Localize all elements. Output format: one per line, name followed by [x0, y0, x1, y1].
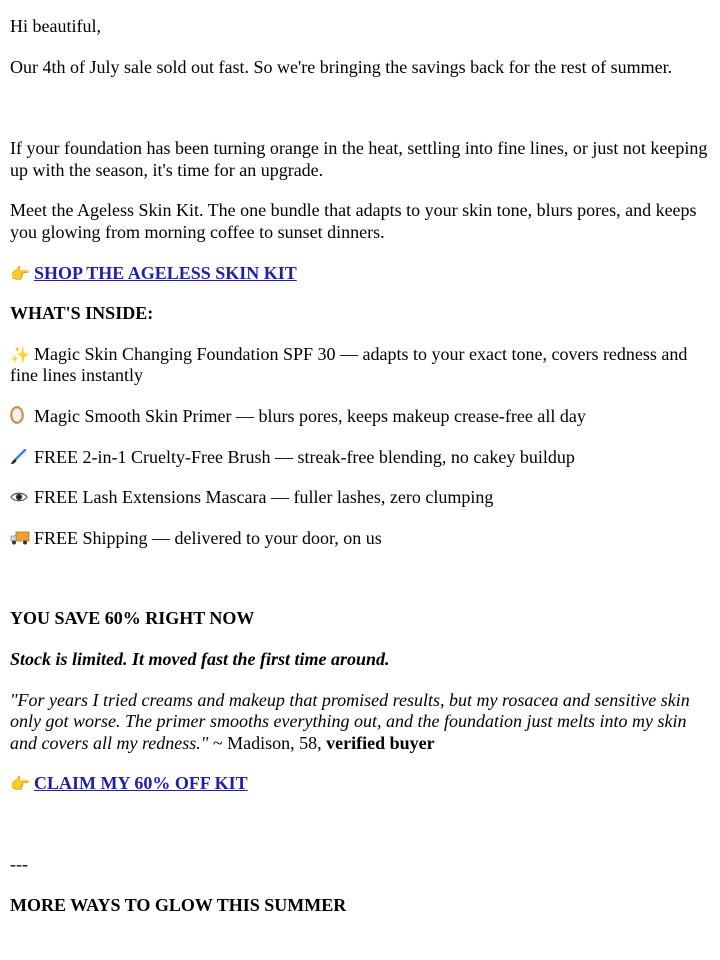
shop-kit-label: SHOP THE AGELESS SKIN KIT — [34, 262, 297, 283]
sparkles-icon: ✨ — [10, 344, 30, 364]
list-item — [10, 447, 710, 469]
spacer — [10, 568, 710, 608]
intro-paragraph: Our 4th of July sale sold out fast. So we're bringing the savings back for the rest of summer. — [10, 56, 673, 77]
whats-inside-heading: WHAT'S INSIDE: — [10, 303, 154, 324]
greeting: Hi beautiful, — [10, 16, 101, 36]
claim-cta-line — [10, 773, 710, 795]
problem-paragraph: If your foundation has been turning orange in the heat, settling into fine lines, or just not keeping up with the season, it's time for an upgrade. — [10, 138, 708, 180]
item-text: FREE 2-in-1 Cruelty-Free Brush — streak-free blending, no cakey buildup — [34, 446, 575, 467]
list-item — [10, 528, 710, 550]
delivery-truck-icon — [10, 530, 34, 548]
paintbrush-icon — [10, 449, 34, 467]
claim-kit-link[interactable] — [10, 773, 248, 793]
testimonial-quote: "For years I tried creams and makeup that promised results, but my rosacea and sensitive skin only got worse. The primer smooths everything out, and the foundation just melts into my skin and covers all my redness." — [10, 689, 690, 753]
list-item — [10, 406, 710, 428]
list-item — [10, 487, 710, 509]
shop-cta-line — [10, 263, 710, 285]
item-text: Magic Skin Changing Foundation SPF 30 — adapts to your exact tone, covers redness and fine lines instantly — [10, 343, 688, 386]
testimonial-attribution: ~ Madison, 58, — [208, 732, 327, 753]
stock-note: Stock is limited. It moved fast the first time around. — [10, 648, 390, 669]
savings-heading: YOU SAVE 60% RIGHT NOW — [10, 608, 255, 629]
more-ways-heading: MORE WAYS TO GLOW THIS SUMMER — [10, 895, 347, 916]
meet-paragraph: Meet the Ageless Skin Kit. The one bundle that adapts to your skin tone, blurs pores, and keeps you glowing from morning coffee to sunset dinners. — [10, 200, 697, 242]
verified-buyer-label: verified buyer — [326, 732, 435, 753]
divider: --- — [10, 853, 28, 874]
spacer — [10, 814, 710, 854]
claim-kit-label: CLAIM MY 60% OFF KIT — [34, 773, 248, 794]
item-text: FREE Shipping — delivered to your door, on us — [34, 527, 382, 548]
item-text: FREE Lash Extensions Mascara — fuller lashes, zero clumping — [34, 487, 494, 508]
pointing-hand-icon: 👉 — [10, 263, 30, 283]
eye-icon — [10, 489, 34, 507]
testimonial — [10, 690, 710, 755]
list-item — [10, 344, 710, 387]
pointing-hand-icon: 👉 — [10, 774, 30, 794]
shop-kit-link[interactable] — [10, 263, 297, 283]
spacer — [10, 97, 710, 138]
mirror-icon — [10, 406, 34, 426]
item-text: Magic Smooth Skin Primer — blurs pores, keeps makeup crease-free all day — [34, 405, 586, 426]
